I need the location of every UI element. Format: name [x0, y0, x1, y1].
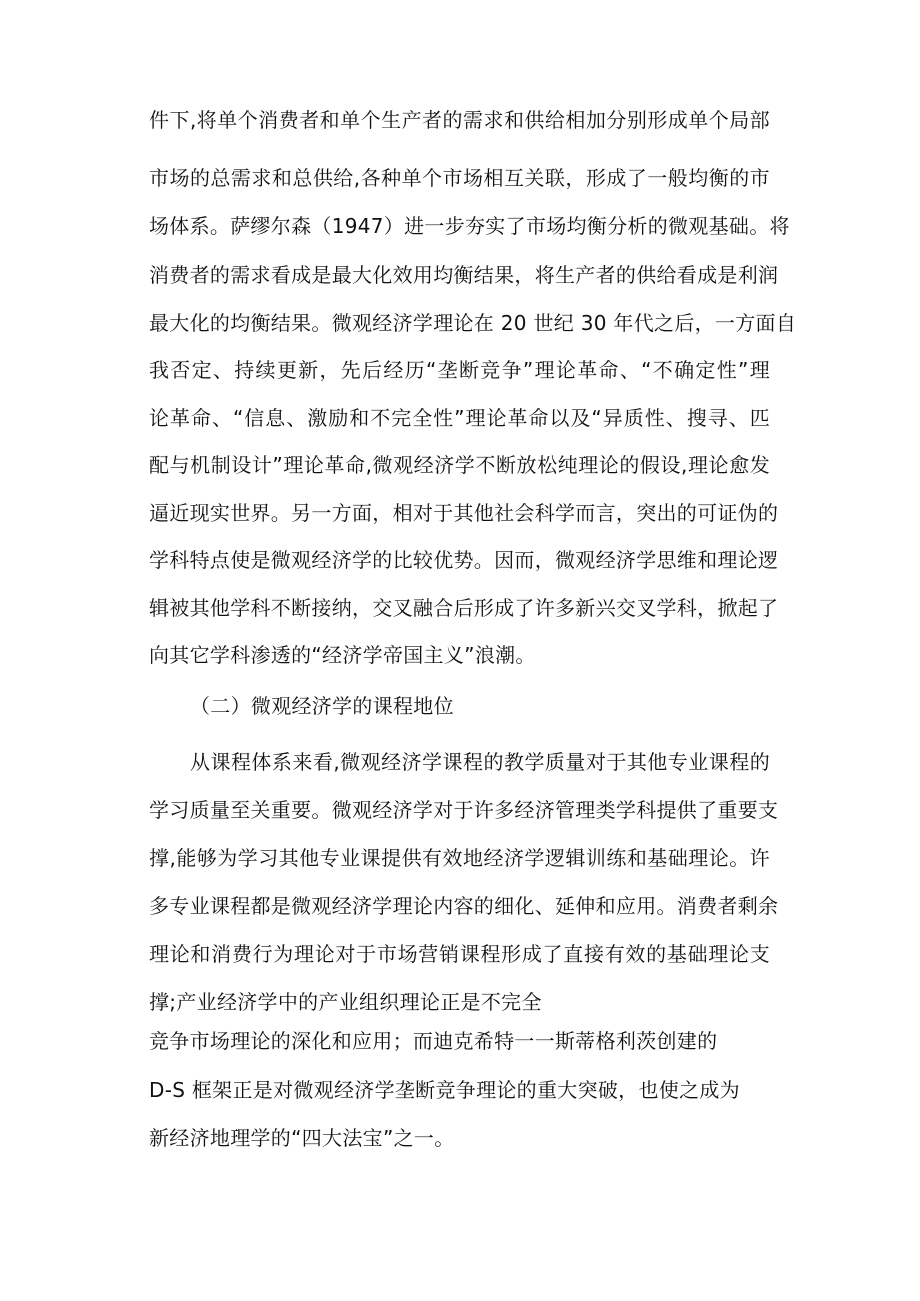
section-heading: （二）微观经济学的课程地位 — [190, 694, 454, 718]
paragraph-line: 学习质量至关重要。微观经济学对于许多经济管理类学科提供了重要支 — [149, 798, 779, 822]
paragraph-line: 竞争市场理论的深化和应用；而迪克希特一一斯蒂格利茨创建的 — [149, 1029, 718, 1053]
paragraph-line: 件下,将单个消费者和单个生产者的需求和供给相加分别形成单个局部 — [149, 108, 770, 132]
paragraph-line: 从课程体系来看,微观经济学课程的教学质量对于其他专业课程的 — [190, 750, 770, 774]
paragraph-line: 配与机制设计”理论革命,微观经济学不断放松纯理论的假设,理论愈发 — [149, 453, 770, 477]
paragraph-line: 最大化的均衡结果。微观经济学理论在 20 世纪 30 年代之后，一方面自 — [149, 311, 797, 335]
paragraph-line: 市场的总需求和总供给,各种单个市场相互关联，形成了一般均衡的市 — [149, 166, 770, 190]
paragraph-line: 向其它学科渗透的“经济学帝国主义”浪潮。 — [149, 643, 536, 667]
paragraph-line: 新经济地理学的“四大法宝”之一。 — [149, 1126, 455, 1150]
paragraph-line: 撑;产业经济学中的产业组织理论正是不完全 — [149, 990, 542, 1014]
paragraph-line: 多专业课程都是微观经济学理论内容的细化、延伸和应用。消费者剩余 — [149, 894, 779, 918]
paragraph-line: 我否定、持续更新，先后经历“垄断竞争”理论革命、“不确定性”理 — [149, 358, 770, 382]
paragraph-line: 撑,能够为学习其他专业课提供有效地经济学逻辑训练和基础理论。许 — [149, 846, 770, 870]
paragraph-line: 理论和消费行为理论对于市场营销课程形成了直接有效的基础理论支 — [149, 942, 770, 966]
paragraph-line: 论革命、“信息、激励和不完全性”理论革命以及“异质性、搜寻、匹 — [149, 406, 770, 430]
paragraph-line: 消费者的需求看成是最大化效用均衡结果，将生产者的供给看成是利润 — [149, 263, 779, 287]
paragraph-line: 场体系。萨缪尔森（1947）进一步夯实了市场均衡分析的微观基础。将 — [149, 214, 790, 238]
paragraph-line: 逼近现实世界。另一方面，相对于其他社会科学而言，突出的可证伪的 — [149, 501, 779, 525]
paragraph-line: 学科特点使是微观经济学的比较优势。因而，微观经济学思维和理论逻 — [149, 548, 779, 572]
paragraph-line: 辑被其他学科不断接纳，交叉融合后形成了许多新兴交叉学科，掀起了 — [149, 596, 779, 620]
paragraph-line: D-S 框架正是对微观经济学垄断竞争理论的重大突破，也使之成为 — [149, 1078, 740, 1102]
